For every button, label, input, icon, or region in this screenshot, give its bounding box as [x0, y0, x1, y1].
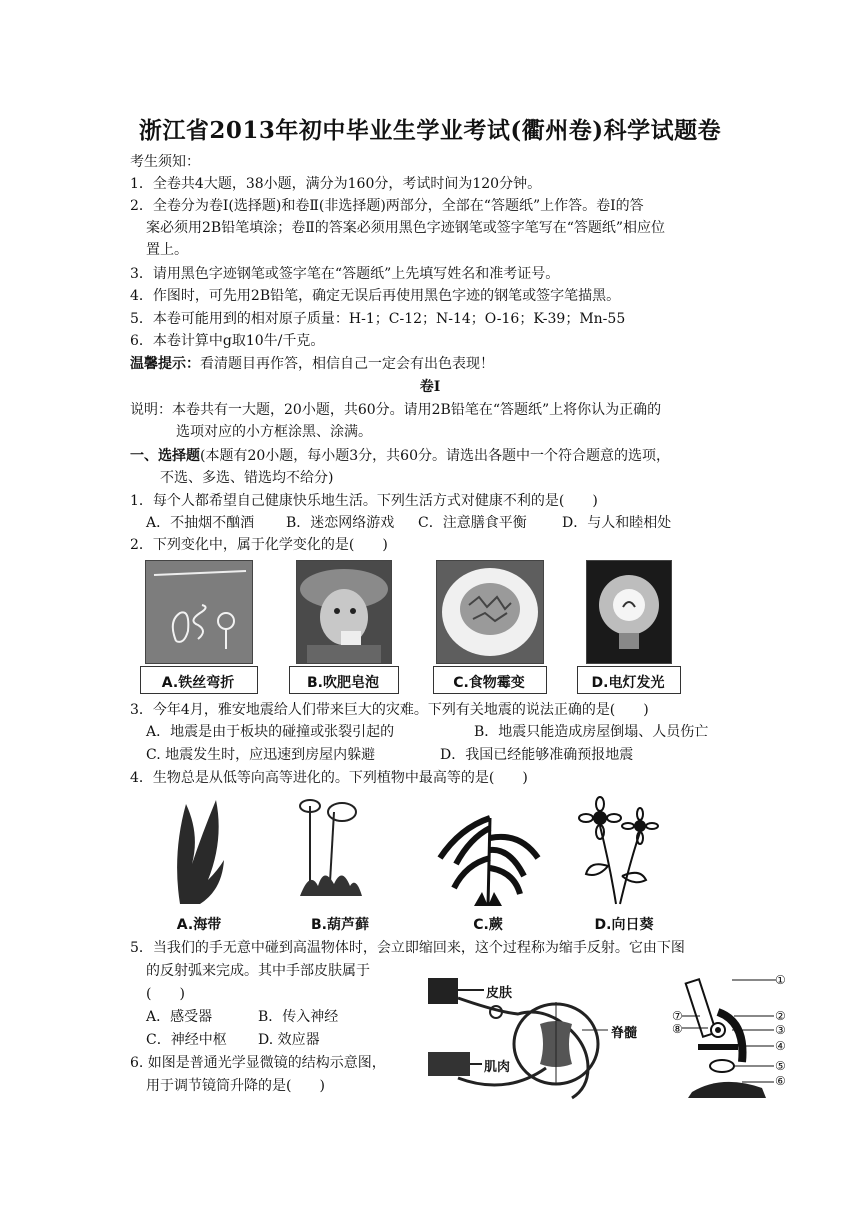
q1-stem: 1．每个人都希望自己健康快乐地生活。下列生活方式对健康不利的是( ) [130, 493, 598, 509]
light-bulb-photo [586, 560, 672, 664]
q5-option-a: A．感受器 [146, 1009, 213, 1025]
bubble-photo [296, 560, 392, 664]
notice-line: 6．本卷计算中g取10牛/千克。 [130, 333, 325, 349]
marker-8: ⑧ [672, 1022, 683, 1036]
notice-line: 3．请用黑色字迹钢笔或签字笔在“答题纸”上先填写姓名和准考证号。 [130, 266, 560, 282]
tip-line [130, 354, 494, 374]
light-bulb-icon [587, 561, 671, 663]
q3-option-d: D．我国已经能够准确预报地震 [440, 747, 634, 763]
q5-option-d: D. 效应器 [258, 1032, 320, 1048]
q3-stem: 3．今年4月，雅安地震给人们带来巨大的灾难。下列有关地震的说法正确的是( ) [130, 702, 649, 718]
marker-4: ④ [775, 1039, 786, 1053]
q2-caption-d: D.电灯发光 [591, 675, 665, 691]
q4-caption-c: C.蕨 [473, 917, 503, 933]
exam-title: 浙江省2013年初中毕业生学业考试(衢州卷)科学试题卷 [138, 117, 722, 144]
q6-stem-cont: 用于调节镜筒升降的是( ) [146, 1078, 325, 1094]
q1-option-a: A．不抽烟不酗酒 [146, 515, 255, 531]
moldy-food-icon [437, 561, 543, 663]
sunflower-icon [578, 796, 668, 906]
marker-1: ① [775, 973, 786, 987]
q5-option-b: B．传入神经 [258, 1009, 339, 1025]
q2-stem: 2．下列变化中，属于化学变化的是( ) [130, 537, 388, 553]
q2-caption-a: A.铁丝弯折 [161, 675, 235, 691]
q5-stem: 5．当我们的手无意中碰到高温物体时，会立即缩回来，这个过程称为缩手反射。它由下图 [130, 940, 685, 956]
marker-6: ⑥ [775, 1074, 786, 1088]
q3-option-b: B．地震只能造成房屋倒塌、人员伤亡 [474, 724, 709, 740]
fern-icon [434, 798, 544, 908]
tip-label: 温馨提示： [130, 356, 200, 372]
part-text-cont: 不选、多选、错选均不给分) [160, 470, 334, 486]
muscle-label: 肌肉 [484, 1060, 511, 1075]
notice-line: 5．本卷可能用到的相对原子质量：H-1；C-12；N-14；O-16；K-39；Mn-55 [130, 311, 626, 327]
food-mold-photo [436, 560, 544, 664]
marker-2: ② [775, 1009, 786, 1023]
q3-option-a: A．地震是由于板块的碰撞或张裂引起的 [146, 724, 395, 740]
q4-caption-d: D.向日葵 [594, 917, 654, 933]
child-bubble-icon [297, 561, 391, 663]
q6-stem: 6. 如图是普通光学显微镜的结构示意图， [130, 1055, 386, 1071]
q5-option-c: C．神经中枢 [146, 1032, 227, 1048]
q2-caption-c: C.食物霉变 [453, 675, 525, 691]
notice-line: 4．作图时，可先用2B铅笔，确定无误后再使用黑色字迹的钢笔或签字笔描黑。 [130, 288, 621, 304]
marker-7: ⑦ [672, 1009, 683, 1023]
part-text: (本题有20小题，每小题3分，共60分。请选出各题中一个符合题意的选项， [200, 448, 670, 464]
marker-3: ③ [775, 1023, 786, 1037]
q1-option-d: D．与人和睦相处 [562, 515, 672, 531]
notice-heading: 考生须知： [130, 154, 200, 170]
marker-5: ⑤ [775, 1059, 786, 1073]
q4-caption-b: B.葫芦藓 [311, 917, 369, 933]
skin-label: 皮肤 [486, 986, 513, 1001]
q1-option-c: C．注意膳食平衡 [418, 515, 527, 531]
iron-wire-icon [146, 561, 252, 663]
q5-stem-cont: 的反射弧来完成。其中手部皮肤属于 [146, 963, 370, 979]
tip-text: 看清题目再作答，相信自己一定会有出色表现！ [200, 356, 494, 372]
q5-blank: ( ) [146, 986, 185, 1002]
q4-stem: 4．生物总是从低等向高等进化的。下列植物中最高等的是( ) [130, 770, 528, 786]
section-title: 卷Ⅰ [419, 379, 441, 395]
notice-line: 案必须用2B铅笔填涂；卷Ⅱ的答案必须用黑色字迹钢笔或签字笔写在“答题纸”相应位 [146, 220, 666, 236]
part-heading [130, 446, 670, 466]
q4-caption-a: A.海带 [176, 917, 222, 933]
notice-line: 置上。 [146, 242, 188, 258]
q3-option-c: C. 地震发生时，应迅速到房屋内躲避 [146, 747, 376, 763]
explain-line: 选项对应的小方框涂黑、涂满。 [176, 424, 372, 440]
q2-caption-b: B.吹肥皂泡 [307, 675, 379, 691]
notice-line: 1．全卷共4大题，38小题，满分为160分，考试时间为120分钟。 [130, 176, 542, 192]
iron-wire-photo [145, 560, 253, 664]
notice-line: 2．全卷分为卷Ⅰ(选择题)和卷Ⅱ(非选择题)两部分，全部在“答题纸”上作答。卷Ⅰ的答 [130, 198, 644, 214]
kelp-icon [160, 796, 240, 906]
q1-option-b: B．迷恋网络游戏 [286, 515, 395, 531]
part-label: 一、选择题 [130, 448, 200, 464]
moss-icon [296, 796, 376, 906]
spinal-cord-label: 脊髓 [611, 1026, 638, 1041]
microscope-diagram [672, 972, 782, 1102]
explain-line: 说明：本卷共有一大题，20小题，共60分。请用2B铅笔在“答题纸”上将你认为正确的 [130, 402, 662, 418]
